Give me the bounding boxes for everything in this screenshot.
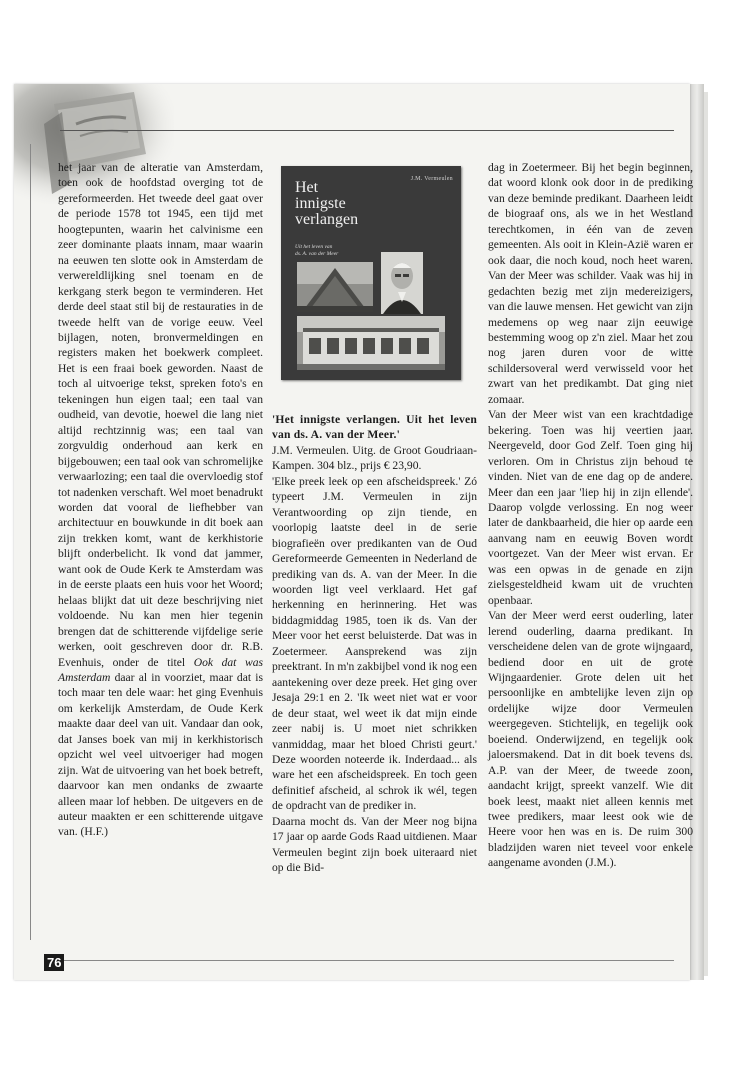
article-column-3 bbox=[488, 160, 693, 871]
review-meta: J.M. Vermeulen. Uitg. de Groot Goudriaan-Kampen. 304 blz., prijs € 23,90. bbox=[272, 443, 477, 473]
review-body: 'Elke preek leek op een afscheidspreek.' Zó typeert J.M. Vermeulen in zijn Verantwoording op zijn tiende, en voorlopig laatste deel in de serie biografieën over predikanten van de Oud Gereformeerde Gemeenten in Nederland de prediking van ds. A. van der Meer. In die woorden ligt veel verklaard. Het gaf herkenning en herinnering. Het was biddagmiddag 1985, toen ik ds. Van der Meer voor het eerst beluisterde. Dat was in Zoetermeer. Aansprekend was zijn preektrant. In m'n zakbijbel vond ik nog een aantekening over deze preek. Het ging over Jesaja 29:1 en 2. 'Ik weet niet wat er voor de deur staat, wel weet ik dat mijn einde zeer nabij is. U moet niet schrikken vanmiddag, maar het bloed Christi geurt.' Deze woorden noteerde ik. Inderdaad... als ware het een afscheidspreek. En toch geen definitief afscheid, al schrok ik wél, tegen de opdracht van de prediker in. bbox=[272, 474, 477, 813]
book-cover bbox=[281, 166, 461, 380]
page-edge-outer bbox=[704, 92, 708, 976]
cover-subtitle-line: ds. A. van der Meer bbox=[295, 251, 339, 257]
article-column-2 bbox=[272, 412, 477, 876]
cover-subtitle-line: Uit het leven van bbox=[295, 244, 333, 250]
cover-building-photo bbox=[297, 316, 445, 370]
review-body-2: Daarna mocht ds. Van der Meer nog bijna 17 jaar op aarde Gods Raad uitdienen. Maar Vermeulen begint zijn boek uiteraard niet op die Bid- bbox=[272, 814, 477, 875]
column-1-title-lead: de titel bbox=[147, 655, 194, 669]
column-1-paragraph bbox=[58, 160, 263, 840]
cover-title-line: verlangen bbox=[295, 211, 359, 228]
column-3-paragraph-3: Van der Meer werd eerst ouderling, later lerend ouderling, daarna predikant. In verscheidene delen van de grote wijngaard, bediend door en uit de grote Wijngaardenier. Grote delen uit het persoonlijke en ambtelijke leven zijn op ordelijke wijze door Vermeulen weergegeven. Stichtelijk, en tegelijk ook boeiend. Onderwijzend, en tegelijk ook jaloersmakend. Dat in dit boek tevens ds. A.P. van der Meer, de tweede zoon, aandacht krijgt, spreekt vanzelf. Wie dit boek leest, maakt niet alleen kennis met twee predikers, maar leest ook wie de Heere voor hen was en is. De ruim 300 bladzijden waren niet teveel voor enkele aangename avonden (J.M.). bbox=[488, 609, 693, 870]
column-1-text-rest: daar al in voorziet, maar dat is toch maar ten dele waar: het ging Evenhuis om kerkelijk Amsterdam, de Oude Kerk maakte daar deel van uit. Vandaar dan ook, dat Janses boek van mij in kerkhistorisch opzicht wel veel uitvoeriger had mogen zijn. Wat de uitvoering van het boek betreft, daarvoor kan men ondanks de zwaarte alleen maar lof hebben. De uitgevers en de auteur maakten er een schitterende uitgave van. (H.F.) bbox=[58, 670, 263, 839]
bottom-rule bbox=[60, 960, 674, 961]
article-column-1 bbox=[58, 160, 263, 840]
cover-title bbox=[295, 180, 415, 228]
page-number: 76 bbox=[44, 954, 64, 971]
top-rule bbox=[60, 130, 674, 131]
column-3-paragraph-2: Van der Meer wist van een krachtdadige bekering. Toen was hij veertien jaar. Neergeveld, door God Zelf. Toen ging hij verloren. Om in Christus zijn behoud te vinden. Niet van de ene dag op de andere. Meer dan een jaar 'liep hij in zijn ellende'. Daarop volgde verlossing. En nog weer later de dankbaarheid, die hier op aarde een aanvang nam en eeuwig Boven wordt voortgezet. Van der Meer wist ervan. Er was een opwas in de genade en zijn zielsgesteldheid kwam uit de vruchten openbaar. bbox=[488, 408, 693, 607]
cover-title-line: Het bbox=[295, 179, 319, 196]
column-3-paragraph-1: dag in Zoetermeer. Bij het begin beginnen, dat woord klonk ook door in de prediking van deze beminde predikant. Daarheen leidt de biograaf ons, als we in het Westland terechtkomen, in één van de zeven gemeenten. Als ooit in Klein-Azië waren er ook daar, die noch koud, noch heet waren. Van der Meer was schilder. Vaak was hij in gedachten bezig met zijn medereizigers, van die lauwe mensen. Het gewicht van zijn medemens op weg naar zijn eeuwige bestemming woog op z'n ziel. Maar het zou nog jaren duren voor de witte schildersoveral werd verwisseld voor het zwart van het predikambt. Dat ging niet zomaar. bbox=[488, 161, 693, 406]
cover-title-line: innigste bbox=[295, 195, 346, 212]
left-rule bbox=[30, 144, 31, 940]
book-title-reference: Ook dat was Amsterdam bbox=[58, 655, 264, 684]
column-1-text: het jaar van de alteratie van Amsterdam, toen ook de hoofdstad overging tot de gereformeerden. Het tweede deel gaat over de periode 1578 tot 1945, een tijd met hoogtepunten, waarin het calvinisme een zeer dominante plaats innam, maar waarin na eeuwen ten slotte ook in Amsterdam de verwereldlijking snel toenam en de kerkgang sterk begon te verminderen. Het derde deel staat stil bij de restauraties in de tweede helft van de vorige eeuw. Veel bijlagen, noten, bronvermeldingen en registers maken het boekwerk compleet. Het is een fraai boek geworden. Naast de toch al uitvoerige tekst, spreken foto's en tekeningen hun eigen taal; een taal van oudheid, van devotie, hoewel die lang niet altijd rechtzinnig was; een taal van zorgvuldig onderhoud aan kerk en bijgebouwen; een taal ook van schromelijke verwaarlozing; een taal die overvloedig stof tot nadenken verschaft. Wel moet benadrukt worden dat vooral de liefhebber van architectuur en bouwkunde in dit boek aan zijn trekken komt, want de kerkhistorie blijft onderbelicht. Ik vond dat jammer, want ook de Oude Kerk te Amsterdam was in de eerste plaats een huis voor het Woord; helaas blijkt dat uit deze beschrijving niet voldoende. Nu kan men hier tegenin brengen dat de schitterende vijfdelige serie werken, ooit geschreven door dr. R.B. Evenhuis, onder bbox=[58, 161, 263, 669]
magazine-page bbox=[14, 84, 693, 980]
cover-portrait-photo bbox=[381, 252, 423, 314]
cover-author: J.M. Vermeulen bbox=[410, 176, 453, 182]
cover-church-photo bbox=[297, 262, 373, 312]
review-title: 'Het innigste verlangen. Uit het leven van ds. A. van der Meer.' bbox=[272, 413, 477, 442]
